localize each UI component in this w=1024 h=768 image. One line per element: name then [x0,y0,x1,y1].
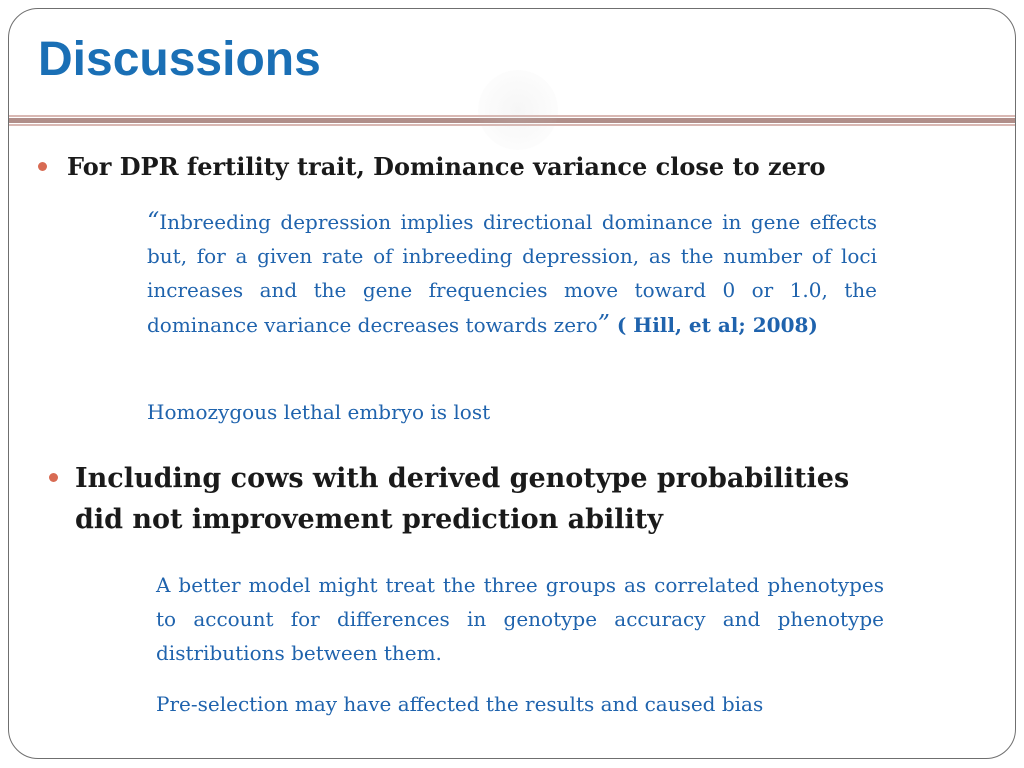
bullet-item-dpr [38,150,898,184]
quote-text: Inbreeding depression implies directional dominance in gene effects but, for a given rate of inbreeding depression, as the number of loci increases and the gene frequencies move toward 0 or 1.0, the dominance variance decreases towards zero [147,210,877,337]
bullet-item-derived-genotype [49,458,899,540]
bullet-dot-icon [38,162,47,171]
quote-inbreeding-depression [147,204,877,342]
citation: ( Hill, et al; 2008) [609,313,818,337]
bullet-dot-icon [49,473,58,482]
slide-title: Discussions [38,33,321,86]
bullet-text: For DPR fertility trait, Dominance variance close to zero [67,152,826,181]
close-quote-mark: ” [597,310,610,338]
open-quote-mark: “ [147,207,160,235]
sub-point-better-model: A better model might treat the three groups as correlated phenotypes to account for differences in genotype accuracy and phenotype distributions between them. [156,573,884,665]
bullet-text: Including cows with derived genotype probabilities did not improvement prediction ability [75,463,850,535]
sub-point-pre-selection: Pre-selection may have affected the results and caused bias [156,692,764,716]
background-watermark [478,70,558,150]
sub-point-lethal-embryo: Homozygous lethal embryo is lost [147,400,491,424]
